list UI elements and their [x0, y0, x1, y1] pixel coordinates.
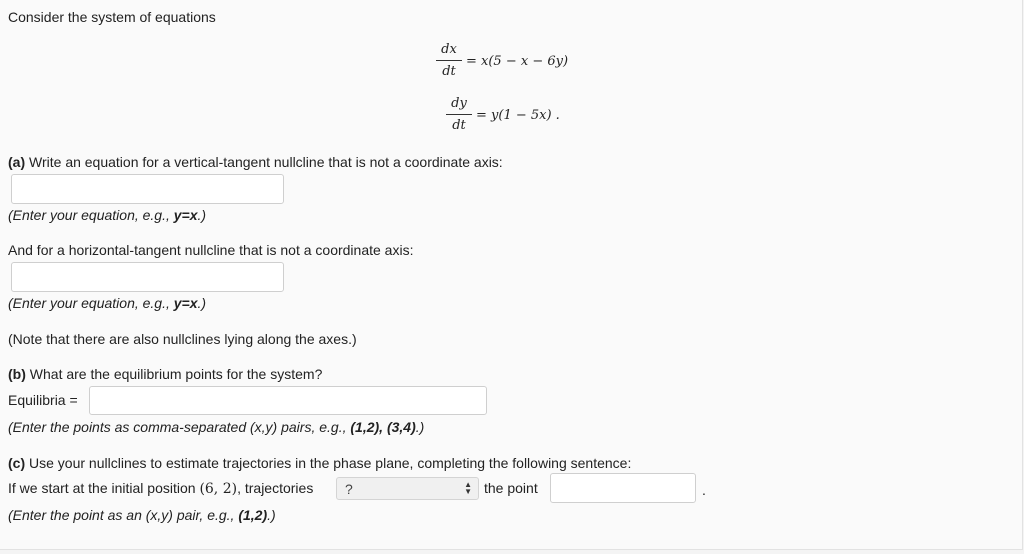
part-b-hint-post: .) [415, 419, 425, 435]
horizontal-nullcline-input[interactable] [11, 262, 284, 292]
eq1-numerator: dx [441, 42, 457, 57]
part-a-hint1-example: y=x [173, 207, 198, 223]
part-c-hint-example: (1,2) [238, 507, 268, 523]
part-b-hint-example: (1,2), (3,4) [350, 419, 416, 435]
eq1-rhs: = x(5 − x − 6y) [466, 54, 569, 69]
part-c-hint-pre: (Enter the point as an (x,y) pair, e.g., [8, 507, 239, 523]
part-c-sentence-pre: If we start at the initial position [8, 480, 200, 496]
part-c-label: (c) [8, 455, 26, 471]
equilibria-input[interactable] [89, 386, 487, 415]
part-a-question2: And for a horizontal-tangent nullcline that is not a coordinate axis: [8, 242, 414, 258]
eq2-fraction [446, 96, 472, 134]
part-a-hint1-post: .) [197, 207, 207, 223]
target-point-input[interactable] [550, 473, 696, 503]
axes-note: (Note that there are also nullclines lying along the axes.) [8, 331, 357, 347]
select-updown-arrows-icon: ▲ ▼ [464, 480, 472, 496]
eq2-fraction-bar [446, 114, 472, 115]
part-a-question-text: Write an equation for a vertical-tangent nullcline that is not a coordinate axis: [25, 154, 503, 170]
part-a-hint1-pre: (Enter your equation, e.g., [8, 207, 174, 223]
part-a-label: (a) [8, 154, 26, 170]
part-b-question-text: What are the equilibrium points for the system? [25, 366, 323, 382]
part-b-label: (b) [8, 366, 26, 382]
part-a-hint2-example: y=x [173, 295, 198, 311]
part-a-hint2-pre: (Enter your equation, e.g., [8, 295, 174, 311]
trajectory-behavior-select[interactable] [336, 477, 479, 500]
part-c-sentence-mid: , trajectories [237, 480, 314, 496]
eq2-denominator: dt [452, 118, 466, 133]
initial-position: (6, 2) [199, 481, 238, 497]
part-b-hint [8, 419, 424, 436]
part-c-hint-post: .) [267, 507, 276, 523]
equilibria-label: Equilibria = [8, 392, 78, 408]
part-c-sentence-post: the point [484, 480, 538, 496]
trajectory-select-value: ? [345, 481, 353, 497]
eq1-fraction [436, 42, 462, 80]
intro-text: Consider the system of equations [8, 9, 216, 25]
sentence-end-period: . [702, 482, 706, 498]
part-a-hint2-post: .) [197, 295, 207, 311]
part-b-question [8, 366, 322, 383]
eq2-numerator: dy [451, 96, 467, 111]
part-a-hint1 [8, 207, 206, 224]
eq2-rhs: = y(1 − 5x) . [476, 108, 560, 123]
part-c-question [8, 455, 631, 472]
part-a-hint2 [8, 295, 206, 312]
part-c-sentence [8, 480, 313, 498]
part-a-question [8, 154, 503, 171]
eq1-fraction-bar [436, 60, 462, 61]
part-c-question-text: Use your nullclines to estimate trajectories in the phase plane, completing the following sentence: [25, 455, 632, 471]
vertical-nullcline-input[interactable] [11, 174, 284, 204]
part-c-hint [8, 507, 276, 524]
eq1-denominator: dt [442, 64, 456, 79]
part-b-hint-pre: (Enter the points as comma-separated (x,y) pairs, e.g., [8, 419, 351, 435]
